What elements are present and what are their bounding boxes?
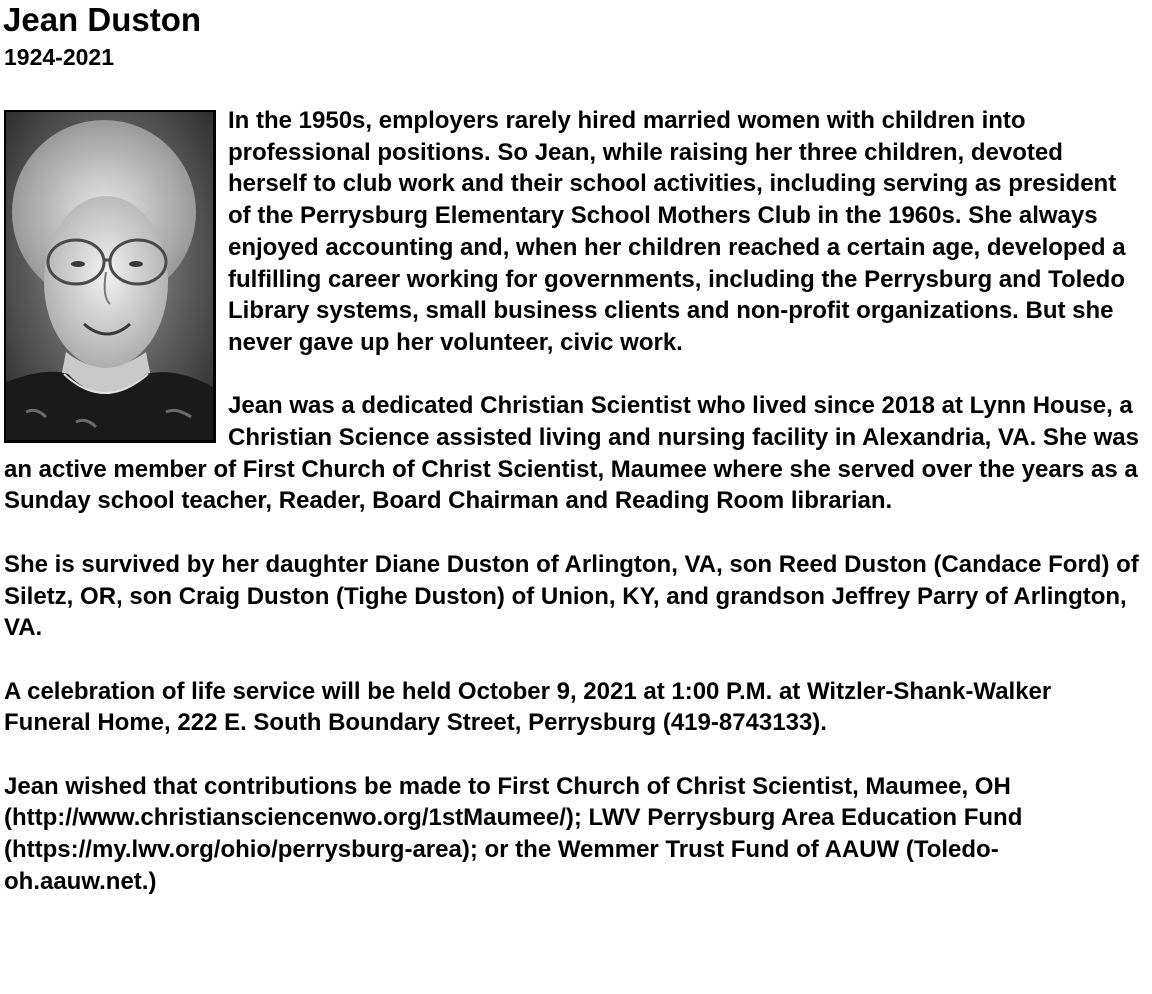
paragraph-contributions: Jean wished that contributions be made to First Church of Christ Scientist, Maumee, OH (http://www.christiansciencenwo.org/1stMaumee/); LWV Perrysburg Area Education Fund (https://my.lwv.org/ohio/perrysburg-area); or the Wemmer Trust Fund of AAUW (Toledo-oh.aauw.net.) xyxy=(4,772,1023,895)
obituary-name: Jean Duston xyxy=(3,1,202,38)
paragraph-survivors: She is survived by her daughter Diane Duston of Arlington, VA, son Reed Duston (Candace Ford) of Siletz, OR, son Craig Duston (Tighe Duston) of Union, KY, and grandson Jeffrey Parry of Arlington, VA. xyxy=(4,550,1139,642)
paragraph-career: In the 1950s, employers rarely hired married women with children into professional positions. So Jean, while raising her three children, devoted herself to club work and their school activities, including serving as president of the Perrysburg Elementary School Mothers Club in the 1960s. She always enjoyed accounting and, when her children reached a certain age, developed a fulfilling career working for governments, including the Perrysburg and Toledo Library systems, small business clients and non-profit organizations. But she never gave up her volunteer, civic work. xyxy=(228,107,1126,356)
paragraph-service: A celebration of life service will be held October 9, 2021 at 1:00 P.M. at Witzler-Shank-Walker Funeral Home, 222 E. South Boundary Street, Perrysburg (419-8743133). xyxy=(4,677,1052,737)
portrait-photo-icon xyxy=(4,110,216,443)
obituary-years: 1924-2021 xyxy=(4,44,114,70)
obituary-body xyxy=(4,105,1144,898)
paragraph-faith: Jean was a dedicated Christian Scientist who lived since 2018 at Lynn House, a Christian Science assisted living and nursing facility in Alexandria, VA. She was an active member of First Church of Christ Scientist, Maumee where she served over the years as a Sunday school teacher, Reader, Board Chairman and Reading Room librarian. xyxy=(4,392,1139,515)
